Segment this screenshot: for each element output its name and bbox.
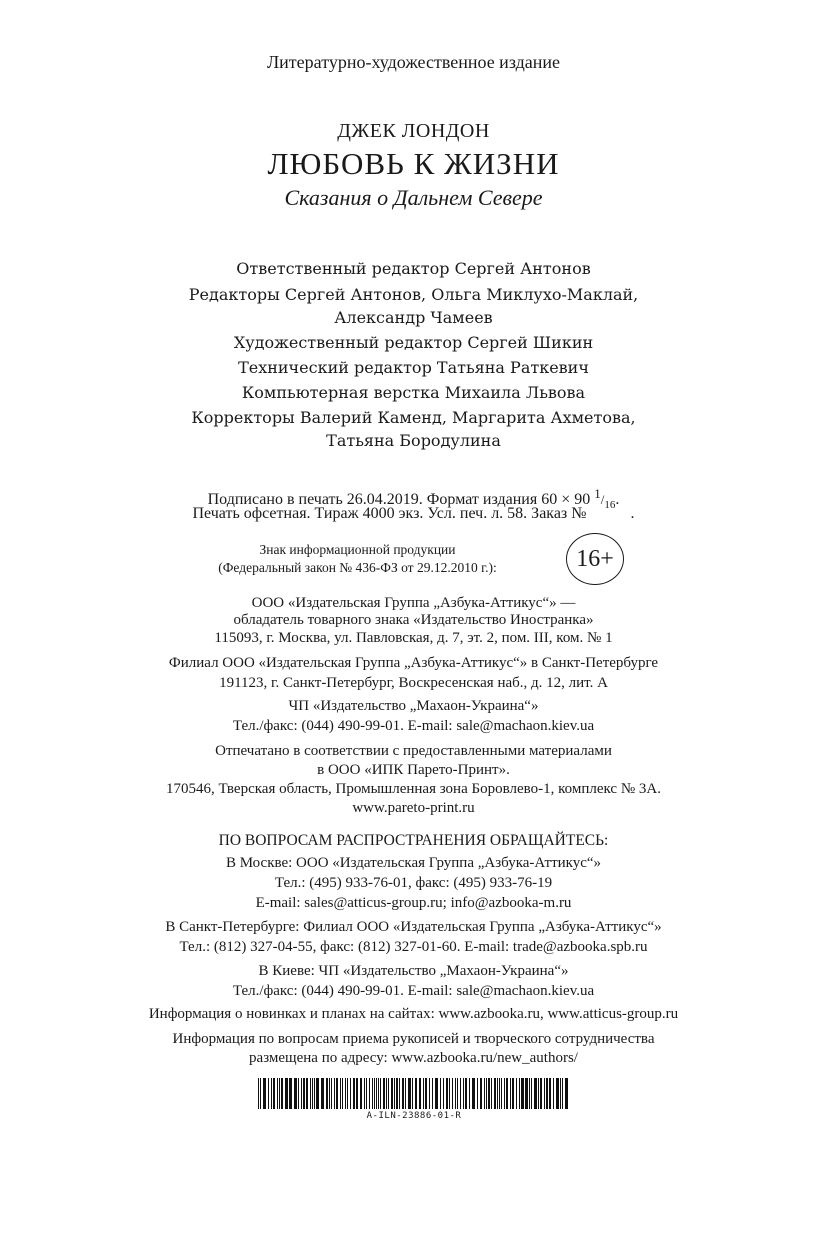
barcode-bar: [360, 1078, 362, 1109]
barcode-bar: [480, 1078, 482, 1109]
barcode-bar: [538, 1078, 539, 1109]
barcode-bar: [477, 1078, 478, 1109]
manuscripts-line: Информация по вопросам приема рукописей и творческого сотрудничества: [172, 1031, 655, 1047]
barcode-bar: [452, 1078, 453, 1109]
barcode-bar: [501, 1078, 502, 1109]
barcode-bar: [546, 1078, 548, 1109]
print-info-line-2: [0, 505, 827, 523]
barcode-bar: [488, 1078, 490, 1109]
barcode: [256, 1078, 572, 1138]
print-info-end: .: [630, 505, 635, 522]
print-info-line-1: Подписано в печать 26.04.2019. Формат издания 60 × 90 $^1/_{16}$.: [207, 486, 620, 511]
barcode-bar: [289, 1078, 292, 1109]
printer-line: www.pareto-print.ru: [352, 800, 475, 816]
barcode-bar: [472, 1078, 475, 1109]
barcode-bar: [460, 1078, 461, 1109]
barcode-bar: [285, 1078, 288, 1109]
print-info-text: Подписано в печать 26.04.2019. Формат издания 60 × 90: [207, 491, 591, 508]
edition-genre: Литературно-художественное издание: [266, 52, 561, 72]
barcode-bar: [340, 1078, 341, 1109]
barcode-bar: [353, 1078, 355, 1109]
barcode-bar: [336, 1078, 338, 1109]
credit-line: Художественный редактор Сергей Шикин: [233, 333, 594, 352]
barcode-bar: [491, 1078, 492, 1109]
barcode-bar: [540, 1078, 542, 1109]
credit-line: Корректоры Валерий Каменд, Маргарита Ахметова,: [191, 408, 636, 427]
barcode-bar: [298, 1078, 299, 1109]
printer-line: Отпечатано в соответствии с предоставленными материалами: [215, 743, 612, 759]
barcode-bar: [301, 1078, 302, 1109]
barcode-bar: [347, 1078, 348, 1109]
barcode-code: A-ILN-23886-01-R: [366, 1111, 462, 1121]
barcode-bar: [525, 1078, 528, 1109]
barcode-bar: [402, 1078, 404, 1109]
barcode-bar: [412, 1078, 413, 1109]
barcode-bar: [342, 1078, 343, 1109]
publisher-line: 115093, г. Москва, ул. Павловская, д. 7, эт. 2, пом. III, ком. № 1: [214, 630, 613, 646]
barcode-bar: [383, 1078, 385, 1109]
barcode-bar: [457, 1078, 458, 1109]
barcode-bar: [294, 1078, 297, 1109]
barcode-bar: [405, 1078, 406, 1109]
barcode-bar: [529, 1078, 530, 1109]
book-author: ДЖЕК ЛОНДОН: [337, 120, 490, 142]
kiev-line: В Киеве: ЧП «Издательство „Махаон-Украина“»: [258, 963, 569, 979]
barcode-bar: [499, 1078, 500, 1109]
credit-line: Ответственный редактор Сергей Антонов: [236, 259, 591, 278]
fraction-numerator: 1: [594, 486, 601, 501]
barcode-bar: [504, 1078, 505, 1109]
barcode-bar: [553, 1078, 554, 1109]
barcode-bar: [321, 1078, 324, 1109]
barcode-bar: [312, 1078, 313, 1109]
barcode-bar: [277, 1078, 278, 1109]
barcode-bar: [408, 1078, 411, 1109]
book-subtitle: Сказания о Дальнем Севере: [284, 185, 543, 210]
barcode-bar: [364, 1078, 365, 1109]
barcode-bar: [260, 1078, 261, 1109]
barcode-bar: [258, 1078, 259, 1109]
news-sites: Информация о новинках и планах на сайтах: www.azbooka.ru, www.atticus-group.ru: [148, 1006, 679, 1022]
barcode-bar: [394, 1078, 395, 1109]
moscow-line: E-mail: sales@atticus-group.ru; info@azbooka-m.ru: [255, 895, 572, 911]
age-rating-law: (Федеральный закон № 436-ФЗ от 29.12.2010 г.):: [218, 560, 497, 575]
barcode-bar: [435, 1078, 438, 1109]
barcode-bar: [516, 1078, 517, 1109]
barcode-bar: [350, 1078, 351, 1109]
print-info-text: Печать офсетная. Тираж 4000 экз. Усл. печ. л. 58. Заказ №: [192, 505, 587, 522]
credit-line: Татьяна Бородулина: [326, 431, 501, 450]
barcode-bar: [415, 1078, 417, 1109]
barcode-bar: [263, 1078, 266, 1109]
barcode-bar: [463, 1078, 464, 1109]
barcode-bar: [521, 1078, 524, 1109]
printer-line: 170546, Тверская область, Промышленная зона Боровлево-1, комплекс № 3А.: [166, 781, 661, 797]
barcode-bar: [534, 1078, 537, 1109]
barcode-bar: [544, 1078, 545, 1109]
barcode-bar: [279, 1078, 280, 1109]
printer-line: в ООО «ИПК Парето-Принт».: [317, 762, 510, 778]
barcode-bar: [497, 1078, 498, 1109]
barcode-bar: [316, 1078, 319, 1109]
publisher-line: обладатель товарного знака «Издательство Иностранка»: [233, 612, 594, 628]
barcode-bar: [440, 1078, 441, 1109]
credit-line: Редакторы Сергей Антонов, Ольга Миклухо-Маклай,: [188, 285, 639, 304]
barcode-bar: [565, 1078, 568, 1109]
credit-line: Компьютерная верстка Михаила Львова: [241, 383, 586, 402]
barcode-bar: [378, 1078, 379, 1109]
barcode-bar: [306, 1078, 308, 1109]
credit-line: Технический редактор Татьяна Раткевич: [238, 358, 589, 377]
manuscripts-line: размещена по адресу: www.azbooka.ru/new_authors/: [249, 1050, 578, 1066]
barcode-bar: [372, 1078, 373, 1109]
age-rating-badge: 16+: [566, 533, 624, 585]
barcode-bar: [455, 1078, 456, 1109]
ukraine-line: ЧП «Издательство „Махаон-Украина“»: [288, 698, 539, 714]
branch-line: 191123, г. Санкт-Петербург, Воскресенская наб., д. 12, лит. А: [219, 675, 608, 691]
barcode-bar: [334, 1078, 335, 1109]
barcode-bar: [388, 1078, 389, 1109]
publisher-line: ООО «Издательская Группа „Азбука-Аттикус“» —: [251, 595, 576, 611]
barcode-bar: [549, 1078, 551, 1109]
barcode-bar: [281, 1078, 283, 1109]
barcode-bar: [510, 1078, 511, 1109]
ukraine-line: Тел./факс: (044) 490-99-01. E-mail: sale@machaon.kiev.ua: [232, 718, 595, 734]
barcode-bar: [396, 1078, 398, 1109]
barcode-bar: [369, 1078, 370, 1109]
barcode-bar: [506, 1078, 508, 1109]
fraction-denominator: 16: [604, 499, 616, 511]
barcode-bar: [423, 1078, 424, 1109]
barcode-bar: [429, 1078, 430, 1109]
print-info-end: .: [615, 491, 620, 508]
barcode-bar: [486, 1078, 487, 1109]
spb-line: Тел.: (812) 327-04-55, факс: (812) 327-01-60. E-mail: trade@azbooka.spb.ru: [179, 939, 648, 955]
barcode-bar: [329, 1078, 330, 1109]
barcode-bar: [391, 1078, 393, 1109]
barcode-bar: [268, 1078, 269, 1109]
barcode-bar: [484, 1078, 485, 1109]
barcode-bar: [419, 1078, 421, 1109]
barcode-bar: [425, 1078, 427, 1109]
branch-line: Филиал ООО «Издательская Группа „Азбука-Аттикус“» в Санкт-Петербурге: [168, 655, 659, 671]
barcode-bar: [374, 1078, 375, 1109]
barcode-bar: [271, 1078, 272, 1109]
barcode-bar: [494, 1078, 496, 1109]
barcode-bar: [556, 1078, 559, 1109]
barcode-bar: [386, 1078, 387, 1109]
barcode-bar: [446, 1078, 448, 1109]
barcode-bar: [331, 1078, 332, 1109]
barcode-bar: [314, 1078, 315, 1109]
barcode-bar: [432, 1078, 433, 1109]
barcode-bar: [519, 1078, 520, 1109]
barcode-bar: [303, 1078, 305, 1109]
barcode-bars: [256, 1078, 572, 1109]
distribution-heading: ПО ВОПРОСАМ РАСПРОСТРАНЕНИЯ ОБРАЩАЙТЕСЬ:: [218, 832, 609, 849]
barcode-bar: [449, 1078, 450, 1109]
spb-line: В Санкт-Петербурге: Филиал ООО «Издательская Группа „Азбука-Аттикус“»: [165, 919, 662, 935]
barcode-bar: [380, 1078, 381, 1109]
moscow-line: Тел.: (495) 933-76-01, факс: (495) 933-76-19: [274, 875, 553, 891]
barcode-bar: [273, 1078, 275, 1109]
book-title: ЛЮБОВЬ К ЖИЗНИ: [267, 146, 560, 181]
credit-line: Александр Чамеев: [334, 308, 493, 327]
barcode-bar: [399, 1078, 400, 1109]
age-rating-label: Знак информационной продукции: [259, 542, 456, 557]
kiev-line: Тел./факс: (044) 490-99-01. E-mail: sale@machaon.kiev.ua: [232, 983, 595, 999]
barcode-bar: [356, 1078, 358, 1109]
barcode-bar: [469, 1078, 470, 1109]
barcode-bar: [465, 1078, 467, 1109]
barcode-bar: [366, 1078, 367, 1109]
barcode-bar: [531, 1078, 532, 1109]
barcode-bar: [560, 1078, 561, 1109]
barcode-bar: [310, 1078, 311, 1109]
moscow-line: В Москве: ООО «Издательская Группа „Азбука-Аттикус“»: [225, 855, 602, 871]
barcode-bar: [326, 1078, 328, 1109]
barcode-bar: [376, 1078, 377, 1109]
barcode-bar: [562, 1078, 563, 1109]
barcode-bar: [345, 1078, 346, 1109]
barcode-bar: [443, 1078, 444, 1109]
barcode-bar: [512, 1078, 514, 1109]
